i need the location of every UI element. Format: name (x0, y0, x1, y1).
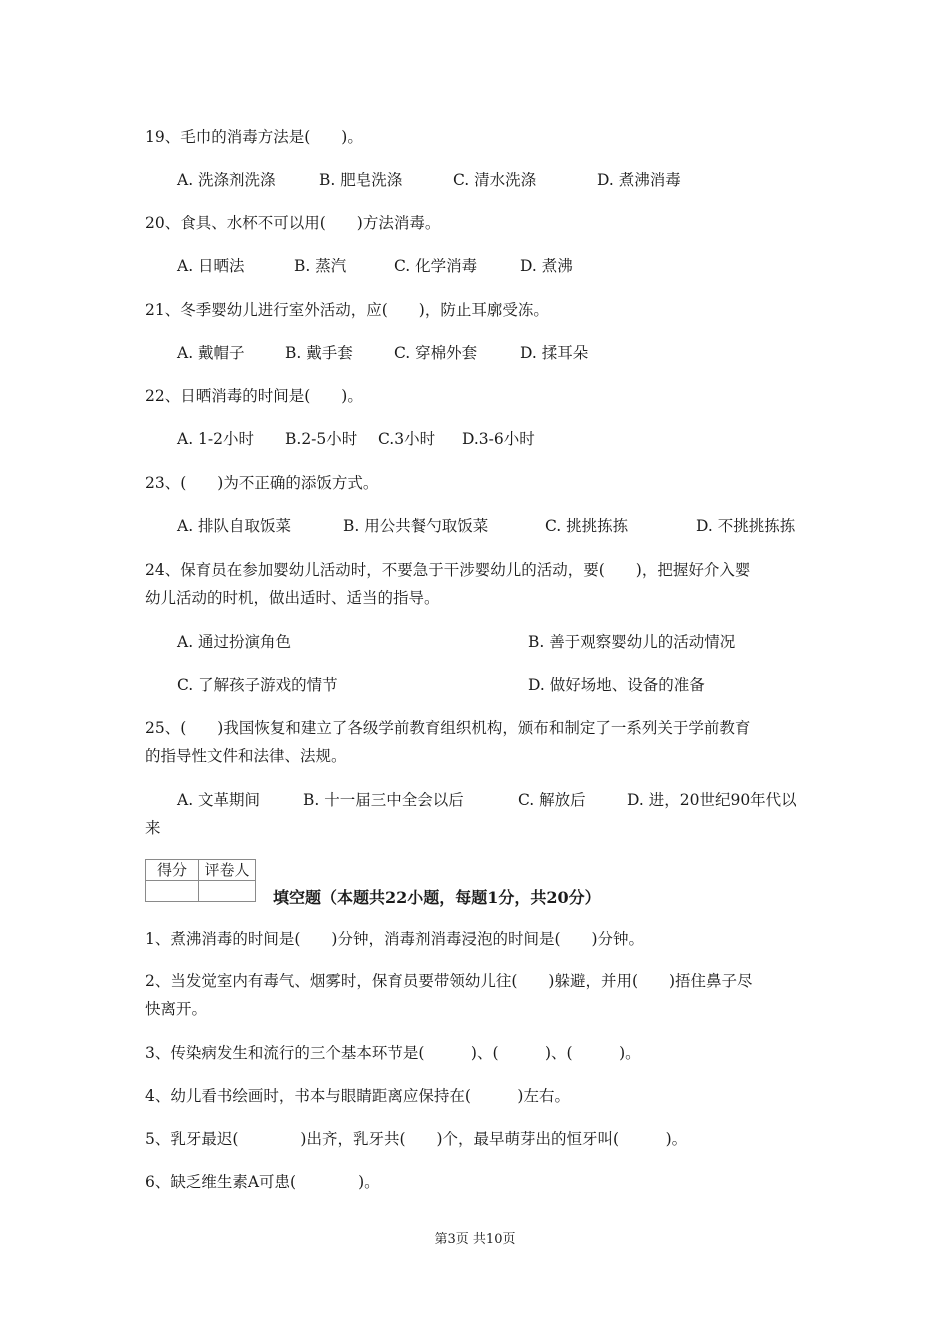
fill-question-4: 4、幼儿看书绘画时，书本与眼睛距离应保持在( )左右。 (145, 1087, 570, 1105)
page-footer: 第3页 共10页 (434, 1232, 516, 1247)
q25-option-d-wrap: 来 (145, 819, 161, 837)
q19-option-a: A. 洗涤剂洗涤 (177, 171, 276, 189)
q23-option-c: C. 挑挑拣拣 (545, 517, 629, 535)
score-label: 得分 (146, 860, 199, 881)
q21-option-d: D. 揉耳朵 (520, 344, 589, 362)
fill-question-2-line1: 2、当发觉室内有毒气、烟雾时，保育员要带领幼儿往( )躲避，并用( )捂住鼻子尽 (145, 972, 753, 990)
question-24-stem-line1: 24、保育员在参加婴幼儿活动时，不要急于干涉婴幼儿的活动，要( )，把握好介入婴 (145, 561, 751, 579)
q21-option-a: A. 戴帽子 (177, 344, 245, 362)
q20-option-d: D. 煮沸 (520, 257, 573, 275)
question-24-stem-line2: 幼儿活动的时机，做出适时、适当的指导。 (145, 589, 440, 607)
q23-option-b: B. 用公共餐勺取饭菜 (343, 517, 489, 535)
q24-option-c: C. 了解孩子游戏的情节 (177, 676, 338, 694)
q22-option-a: A. 1-2小时 (177, 430, 255, 448)
q24-option-a: A. 通过扮演角色 (177, 633, 292, 651)
q23-option-a: A. 排队自取饭菜 (177, 517, 292, 535)
q24-option-d: D. 做好场地、设备的准备 (528, 676, 705, 694)
question-22-stem: 22、日晒消毒的时间是( )。 (145, 387, 363, 405)
fill-question-5: 5、乳牙最迟( )出齐，乳牙共( )个，最早萌芽出的恒牙叫( )。 (145, 1130, 688, 1148)
q21-option-c: C. 穿棉外套 (394, 344, 478, 362)
question-25-stem-line1: 25、( )我国恢复和建立了各级学前教育组织机构，颁布和制定了一系列关于学前教育 (145, 719, 751, 737)
q25-option-d: D. 进，20世纪90年代以 (627, 791, 797, 809)
q25-option-b: B. 十一届三中全会以后 (303, 791, 464, 809)
fill-question-3: 3、传染病发生和流行的三个基本环节是( )、( )、( )。 (145, 1044, 641, 1062)
q19-option-b: B. 肥皂洗涤 (319, 171, 403, 189)
grader-label: 评卷人 (199, 860, 256, 881)
fill-question-2-line2: 快离开。 (145, 1000, 208, 1018)
question-25-stem-line2: 的指导性文件和法律、法规。 (145, 747, 347, 765)
q20-option-a: A. 日晒法 (177, 257, 245, 275)
q20-option-c: C. 化学消毒 (394, 257, 478, 275)
q19-option-d: D. 煮沸消毒 (597, 171, 681, 189)
q23-option-d: D. 不挑挑拣拣 (696, 517, 796, 535)
question-21-stem: 21、冬季婴幼儿进行室外活动，应( )，防止耳廓受冻。 (145, 301, 549, 319)
score-box (145, 859, 256, 902)
fill-question-1: 1、煮沸消毒的时间是( )分钟，消毒剂消毒浸泡的时间是( )分钟。 (145, 930, 645, 948)
q22-option-d: D.3-6小时 (462, 430, 535, 448)
q21-option-b: B. 戴手套 (285, 344, 353, 362)
q25-option-a: A. 文革期间 (177, 791, 261, 809)
q25-option-c: C. 解放后 (518, 791, 586, 809)
q22-option-b: B.2-5小时 (285, 430, 358, 448)
q24-option-b: B. 善于观察婴幼儿的活动情况 (528, 633, 736, 651)
q22-option-c: C.3小时 (378, 430, 436, 448)
score-cell (146, 881, 199, 902)
question-20-stem: 20、食具、水杯不可以用( )方法消毒。 (145, 214, 441, 232)
q19-option-c: C. 清水洗涤 (453, 171, 537, 189)
grader-cell (199, 881, 256, 902)
section-title: 填空题（本题共22小题，每题1分，共20分） (273, 888, 601, 907)
question-19-stem: 19、毛巾的消毒方法是( )。 (145, 128, 363, 146)
q20-option-b: B. 蒸汽 (294, 257, 347, 275)
fill-question-6: 6、缺乏维生素A可患( )。 (145, 1173, 380, 1191)
question-23-stem: 23、( )为不正确的添饭方式。 (145, 474, 379, 492)
